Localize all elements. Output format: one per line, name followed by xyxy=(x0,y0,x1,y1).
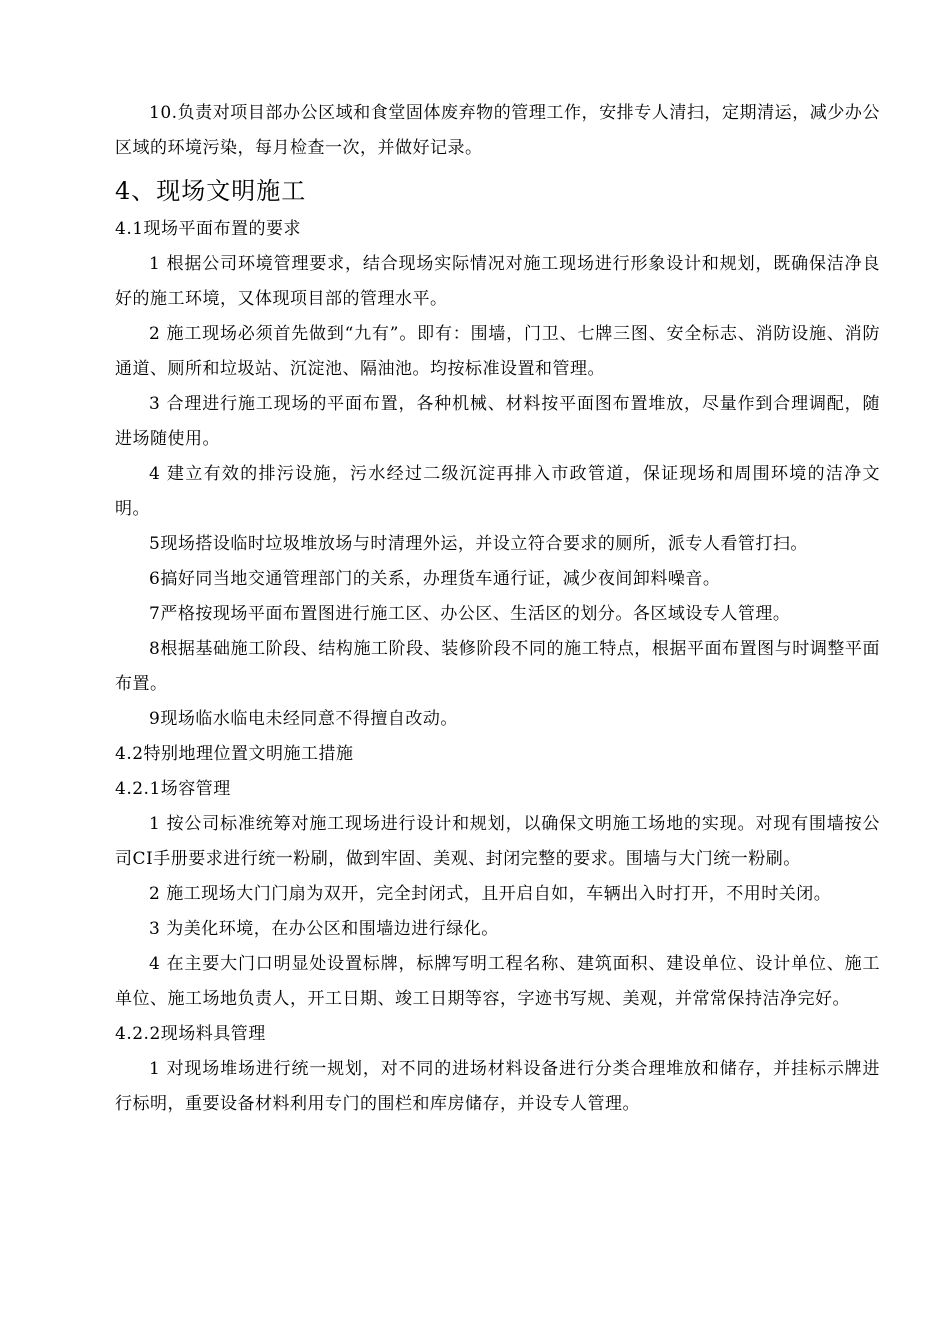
paragraph-4-2-1-2: 2 施工现场大门门扇为双开，完全封闭式，且开启自如，车辆出入时打开，不用时关闭。 xyxy=(149,884,832,904)
paragraph-4-2-2-1: 1 对现场堆场进行统一规划，对不同的进场材料设备进行分类合理堆放和储存，并挂标示牌进行标明，重要设备材料利用专门的围栏和库房储存，并设专人管理。 xyxy=(115,1059,880,1114)
subsection-heading-4-2-1: 4.2.1场容管理 xyxy=(115,779,231,799)
paragraph-4-1-7: 7严格按现场平面布置图进行施工区、办公区、生活区的划分。各区域设专人管理。 xyxy=(149,604,791,624)
subsection-heading-4-2: 4.2特别地理位置文明施工措施 xyxy=(115,744,354,764)
paragraph-4-1-9: 9现场临水临电未经同意不得擅自改动。 xyxy=(149,709,458,729)
paragraph-4-1-6: 6搞好同当地交通管理部门的关系，办理货车通行证，减少夜间卸料噪音。 xyxy=(149,569,721,589)
paragraph-4-1-5: 5现场搭设临时垃圾堆放场与时清理外运，并设立符合要求的厕所，派专人看管打扫。 xyxy=(149,534,808,554)
paragraph-4-1-3: 3 合理进行施工现场的平面布置，各种机械、材料按平面图布置堆放，尽量作到合理调配，随进场随使用。 xyxy=(115,394,880,449)
section-heading-4: 4、现场文明施工 xyxy=(115,177,307,205)
paragraph-4-1-4: 4 建立有效的排污设施，污水经过二级沉淀再排入市政管道，保证现场和周围环境的洁净文明。 xyxy=(115,464,880,519)
subsection-heading-4-2-2: 4.2.2现场料具管理 xyxy=(115,1024,266,1044)
paragraph-4-2-1-3: 3 为美化环境，在办公区和围墙边进行绿化。 xyxy=(149,919,499,939)
paragraph-10: 10.负责对项目部办公区域和食堂固体废弃物的管理工作，安排专人清扫，定期清运，减少办公区域的环境污染，每月检查一次，并做好记录。 xyxy=(115,103,880,158)
paragraph-4-2-1-1: 1 按公司标准统筹对施工现场进行设计和规划，以确保文明施工场地的实现。对现有围墙按公司CI手册要求进行统一粉刷，做到牢固、美观、封闭完整的要求。围墙与大门统一粉刷。 xyxy=(115,814,880,869)
subsection-heading-4-1: 4.1现场平面布置的要求 xyxy=(115,219,302,239)
paragraph-4-1-1: 1 根据公司环境管理要求，结合现场实际情况对施工现场进行形象设计和规划，既确保洁净良好的施工环境，又体现项目部的管理水平。 xyxy=(115,254,880,309)
paragraph-4-2-1-4: 4 在主要大门口明显处设置标牌，标牌写明工程名称、建筑面积、建设单位、设计单位、施工单位、施工场地负责人，开工日期、竣工日期等容，字迹书写规、美观，并常常保持洁净完好。 xyxy=(115,954,880,1009)
paragraph-4-1-2: 2 施工现场必须首先做到“九有”。即有：围墙，门卫、七牌三图、安全标志、消防设施、消防通道、厕所和垃圾站、沉淀池、隔油池。均按标准设置和管理。 xyxy=(115,324,880,379)
paragraph-4-1-8: 8根据基础施工阶段、结构施工阶段、装修阶段不同的施工特点，根据平面布置图与时调整平面布置。 xyxy=(115,639,880,694)
